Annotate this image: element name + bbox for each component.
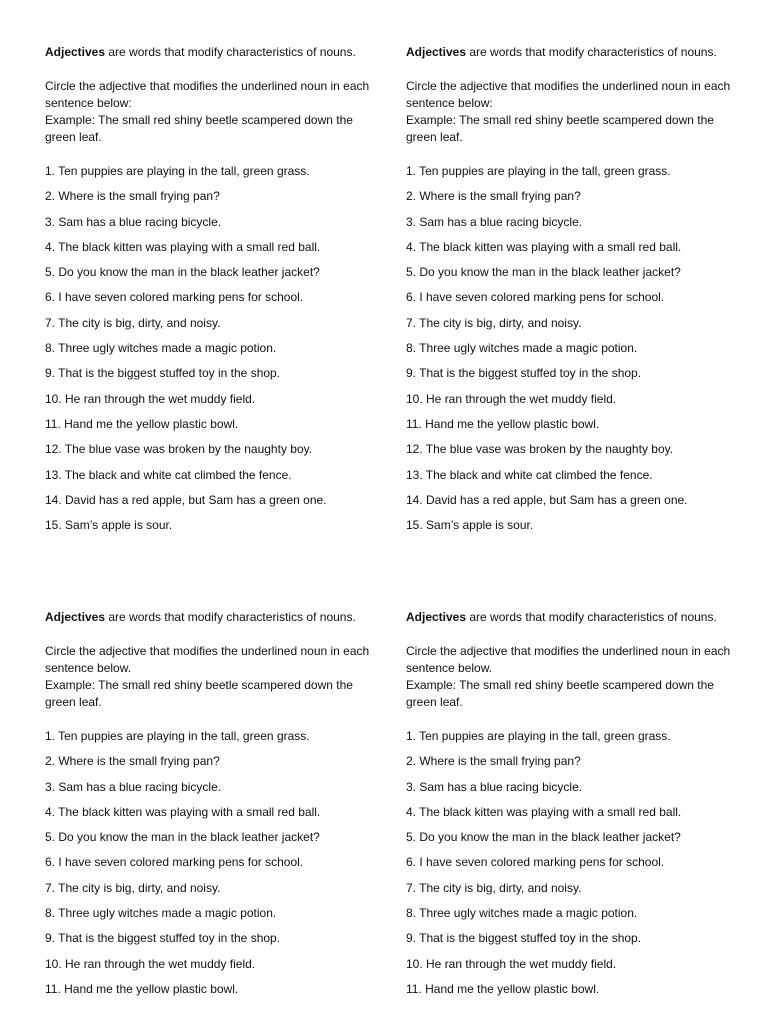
intro-text: [45, 609, 375, 626]
question-item: 11. Hand me the yellow plastic bowl.: [45, 981, 239, 996]
worksheet-card-bottom-right: [406, 609, 736, 1006]
question-item: 11. Hand me the yellow plastic bowl.: [406, 416, 600, 431]
intro-term: Adjectives: [406, 45, 467, 59]
intro-term: Adjectives: [45, 45, 106, 59]
question-item: 6. I have seven colored marking pens for school.: [406, 855, 665, 870]
question-item: 9. That is the biggest stuffed toy in the shop.: [406, 366, 642, 381]
question-item: 7. The city is big, dirty, and noisy.: [45, 315, 221, 330]
worksheet-card-top-right: [406, 44, 736, 542]
question-item: 8. Three ugly witches made a magic potion.: [406, 341, 638, 356]
question-item: 10. He ran through the wet muddy field.: [406, 956, 617, 971]
question-list: [45, 728, 375, 1006]
question-item: 7. The city is big, dirty, and noisy.: [406, 880, 582, 895]
question-item: 7. The city is big, dirty, and noisy.: [45, 880, 221, 895]
question-item: 6. I have seven colored marking pens for school.: [45, 290, 304, 305]
question-item: 9. That is the biggest stuffed toy in the shop.: [406, 931, 642, 946]
question-item: 13. The black and white cat climbed the fence.: [45, 467, 292, 482]
intro-definition: are words that modify characteristics of nouns.: [466, 610, 717, 624]
intro-definition: are words that modify characteristics of nouns.: [466, 45, 717, 59]
question-item: 5. Do you know the man in the black leather jacket?: [406, 830, 681, 845]
question-item: 3. Sam has a blue racing bicycle.: [406, 214, 583, 229]
question-item: 2. Where is the small frying pan?: [45, 754, 220, 769]
question-item: 11. Hand me the yellow plastic bowl.: [406, 981, 600, 996]
intro-term: Adjectives: [406, 610, 467, 624]
question-item: 2. Where is the small frying pan?: [406, 189, 581, 204]
intro-definition: are words that modify characteristics of nouns.: [105, 610, 356, 624]
instruction-text: Circle the adjective that modifies the underlined noun in each sentence below:: [406, 79, 731, 110]
question-item: 4. The black kitten was playing with a small red ball.: [45, 804, 321, 819]
question-item: 11. Hand me the yellow plastic bowl.: [45, 416, 239, 431]
question-item: 2. Where is the small frying pan?: [406, 754, 581, 769]
question-item: 1. Ten puppies are playing in the tall, green grass.: [406, 164, 671, 178]
question-item: 5. Do you know the man in the black leather jacket?: [45, 265, 320, 280]
question-item: 8. Three ugly witches made a magic potion.: [45, 341, 277, 356]
question-list: [406, 163, 736, 542]
question-item: 8. Three ugly witches made a magic potion.: [45, 906, 277, 921]
question-item: 3. Sam has a blue racing bicycle.: [45, 779, 222, 794]
instruction-text: Circle the adjective that modifies the underlined noun in each sentence below.: [45, 644, 370, 675]
intro-text: [406, 609, 736, 626]
question-list: [45, 163, 375, 542]
question-item: 10. He ran through the wet muddy field.: [406, 391, 617, 406]
question-item: 3. Sam has a blue racing bicycle.: [406, 779, 583, 794]
instruction-text: Circle the adjective that modifies the underlined noun in each sentence below:: [45, 79, 370, 110]
question-item: 4. The black kitten was playing with a small red ball.: [406, 804, 682, 819]
question-item: 13. The black and white cat climbed the fence.: [406, 467, 653, 482]
question-item: 6. I have seven colored marking pens for school.: [406, 290, 665, 305]
question-item: 5. Do you know the man in the black leather jacket?: [406, 265, 681, 280]
question-item: 8. Three ugly witches made a magic potion.: [406, 906, 638, 921]
intro-text: [406, 44, 736, 61]
question-item: 6. I have seven colored marking pens for school.: [45, 855, 304, 870]
question-item: 1. Ten puppies are playing in the tall, green grass.: [45, 164, 310, 178]
example-text: Example: The small red shiny beetle scampered down the green leaf.: [45, 113, 353, 144]
question-item: 10. He ran through the wet muddy field.: [45, 391, 256, 406]
question-item: 4. The black kitten was playing with a small red ball.: [45, 239, 321, 254]
question-item: 3. Sam has a blue racing bicycle.: [45, 214, 222, 229]
question-item: 12. The blue vase was broken by the naughty boy.: [406, 442, 674, 457]
question-item: 2. Where is the small frying pan?: [45, 189, 220, 204]
question-item: 15. Sam’s apple is sour.: [406, 518, 534, 533]
instructions: [45, 78, 375, 146]
instruction-text: Circle the adjective that modifies the underlined noun in each sentence below.: [406, 644, 731, 675]
intro-definition: are words that modify characteristics of nouns.: [105, 45, 356, 59]
instructions: [406, 78, 736, 146]
question-item: 4. The black kitten was playing with a small red ball.: [406, 239, 682, 254]
question-item: 7. The city is big, dirty, and noisy.: [406, 315, 582, 330]
question-item: 9. That is the biggest stuffed toy in the shop.: [45, 366, 281, 381]
question-item: 1. Ten puppies are playing in the tall, green grass.: [45, 729, 310, 743]
worksheet-card-top-left: [45, 44, 375, 542]
question-item: 14. David has a red apple, but Sam has a green one.: [45, 492, 327, 507]
question-item: 10. He ran through the wet muddy field.: [45, 956, 256, 971]
example-text: Example: The small red shiny beetle scampered down the green leaf.: [406, 113, 714, 144]
question-item: 5. Do you know the man in the black leather jacket?: [45, 830, 320, 845]
question-item: 1. Ten puppies are playing in the tall, green grass.: [406, 729, 671, 743]
intro-text: [45, 44, 375, 61]
example-text: Example: The small red shiny beetle scampered down the green leaf.: [406, 678, 714, 709]
intro-term: Adjectives: [45, 610, 106, 624]
worksheet-card-bottom-left: [45, 609, 375, 1006]
question-item: 14. David has a red apple, but Sam has a green one.: [406, 492, 688, 507]
question-item: 15. Sam’s apple is sour.: [45, 518, 173, 533]
example-text: Example: The small red shiny beetle scampered down the green leaf.: [45, 678, 353, 709]
instructions: [406, 643, 736, 711]
question-item: 12. The blue vase was broken by the naughty boy.: [45, 442, 313, 457]
question-list: [406, 728, 736, 1006]
question-item: 9. That is the biggest stuffed toy in the shop.: [45, 931, 281, 946]
instructions: [45, 643, 375, 711]
